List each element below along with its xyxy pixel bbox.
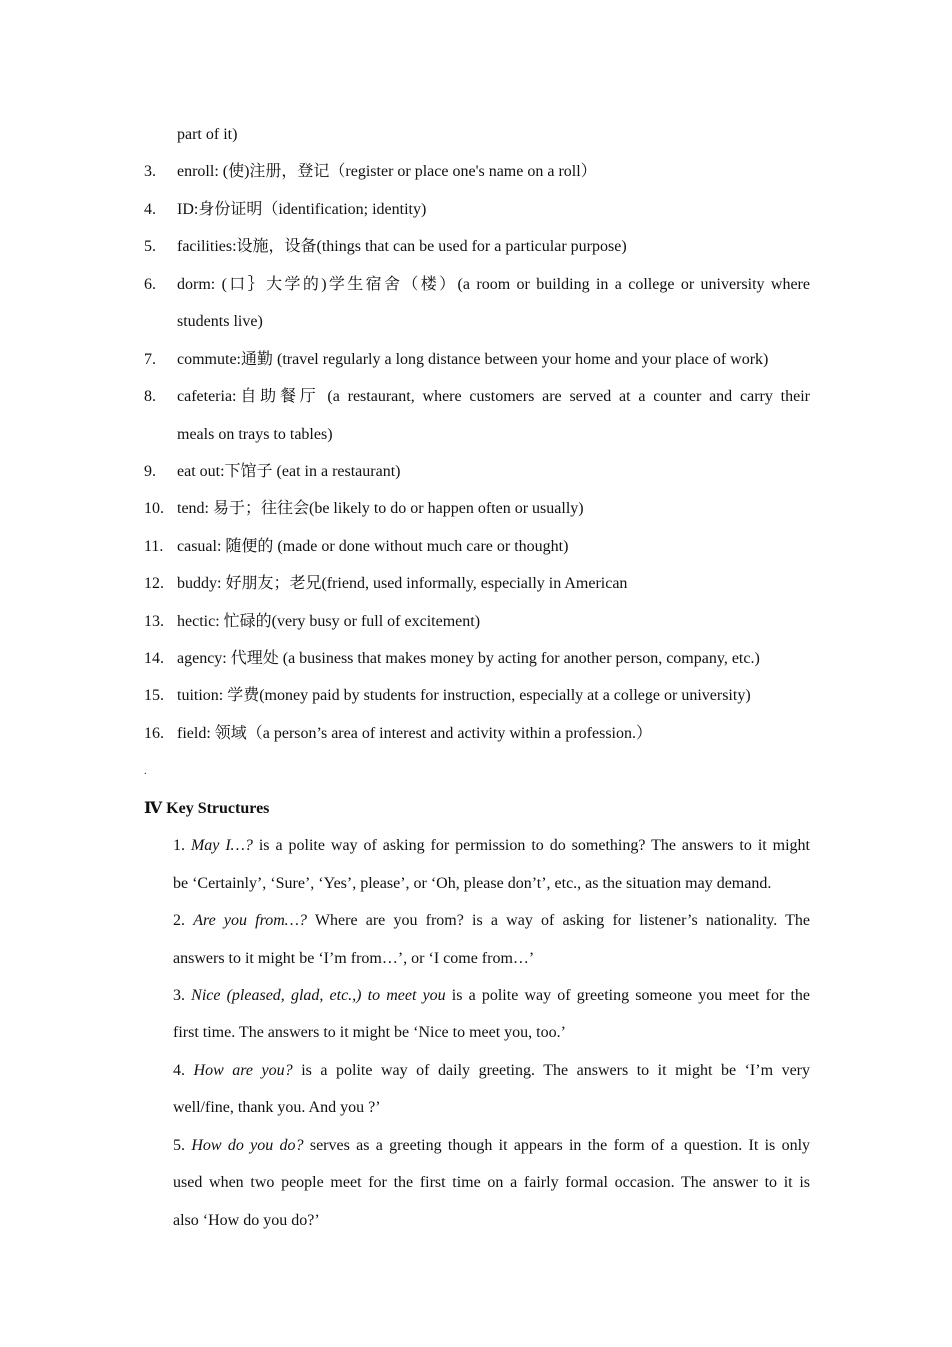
structure-paragraph-line: answers to it might be ‘I’m from…’, or ‘I come from…’ xyxy=(173,950,535,967)
structure-phrase: May I…? xyxy=(190,837,253,854)
vocab-entry: tuition: 学费(money paid by students for instruction, especially at a college or university) xyxy=(177,687,751,704)
structure-phrase: Are you from…? xyxy=(193,912,308,929)
stray-dot: . xyxy=(144,766,147,777)
vocab-entry-continuation: students live) xyxy=(177,313,263,330)
structure-paragraph-line: used when two people meet for the first time on a fairly formal occasion. The answer to it is xyxy=(173,1174,810,1191)
vocab-number: 13. xyxy=(144,613,164,630)
vocab-continuation: part of it) xyxy=(177,126,238,143)
structure-paragraph-line: 1. May I…? is a polite way of asking for permission to do something? The answers to it might xyxy=(173,837,810,854)
structure-phrase: Nice (pleased, glad, etc.,) to meet you xyxy=(191,987,446,1004)
vocab-entry: agency: 代理处 (a business that makes money by acting for another person, company, etc.) xyxy=(177,650,760,667)
structure-paragraph-line: 4. How are you? is a polite way of daily greeting. The answers to it might be ‘I’m very xyxy=(173,1062,810,1079)
vocab-entry: tend: 易于；往往会(be likely to do or happen often or usually) xyxy=(177,500,584,517)
structure-paragraph-line: 3. Nice (pleased, glad, etc.,) to meet you is a polite way of greeting someone you meet for the xyxy=(173,987,810,1004)
vocab-number: 4. xyxy=(144,201,156,218)
vocab-number: 10. xyxy=(144,500,164,517)
vocab-entry: hectic: 忙碌的(very busy or full of excitement) xyxy=(177,613,481,630)
vocab-entry: casual: 随便的 (made or done without much care or thought) xyxy=(177,538,569,555)
structure-paragraph-line: be ‘Certainly’, ‘Sure’, ‘Yes’, please’, or ‘Oh, please don’t’, etc., as the situation may demand. xyxy=(173,875,772,892)
vocab-number: 16. xyxy=(144,725,164,742)
vocab-number: 6. xyxy=(144,276,156,293)
vocab-number: 9. xyxy=(144,463,156,480)
vocab-number: 15. xyxy=(144,687,164,704)
structure-paragraph-line: first time. The answers to it might be ‘Nice to meet you, too.’ xyxy=(173,1024,566,1041)
structure-phrase: How are you? xyxy=(193,1062,293,1079)
vocab-entry: facilities:设施，设备(things that can be used for a particular purpose) xyxy=(177,238,627,255)
vocab-entry: enroll: (使)注册，登记（register or place one's name on a roll） xyxy=(177,163,597,180)
vocab-number: 8. xyxy=(144,388,156,405)
structure-paragraph-line: 2. Are you from…? Where are you from? is a way of asking for listener’s nationality. The xyxy=(173,912,811,929)
structure-paragraph-line: well/fine, thank you. And you ?’ xyxy=(173,1099,381,1116)
vocab-number: 14. xyxy=(144,650,164,667)
vocab-number: 5. xyxy=(144,238,156,255)
vocab-entry: ID:身份证明（identification; identity) xyxy=(177,201,427,218)
structure-paragraph-line: 5. How do you do? serves as a greeting though it appears in the form of a question. It is only xyxy=(173,1137,811,1154)
vocab-entry: dorm: (口｝大学的)学生宿舍（楼）(a room or building in a college or university where xyxy=(177,276,810,293)
vocab-entry-continuation: meals on trays to tables) xyxy=(177,426,333,443)
vocab-entry: cafeteria:自助餐厅 (a restaurant, where customers are served at a counter and carry their xyxy=(177,388,810,405)
vocab-number: 11. xyxy=(144,538,164,555)
structure-phrase: How do you do? xyxy=(191,1137,304,1154)
vocab-number: 3. xyxy=(144,163,156,180)
vocab-number: 12. xyxy=(144,575,164,592)
vocab-entry: commute:通勤 (travel regularly a long distance between your home and your place of work) xyxy=(177,351,769,368)
vocab-entry: eat out:下馆子 (eat in a restaurant) xyxy=(177,463,401,480)
structure-paragraph-line: also ‘How do you do?’ xyxy=(173,1212,320,1229)
vocab-entry: field: 领域（a person’s area of interest and activity within a profession.） xyxy=(177,725,652,742)
vocab-entry: buddy: 好朋友；老兄(friend, used informally, especially in American xyxy=(177,575,628,592)
vocab-number: 7. xyxy=(144,351,156,368)
section-heading: Ⅳ Key Structures xyxy=(144,800,270,817)
